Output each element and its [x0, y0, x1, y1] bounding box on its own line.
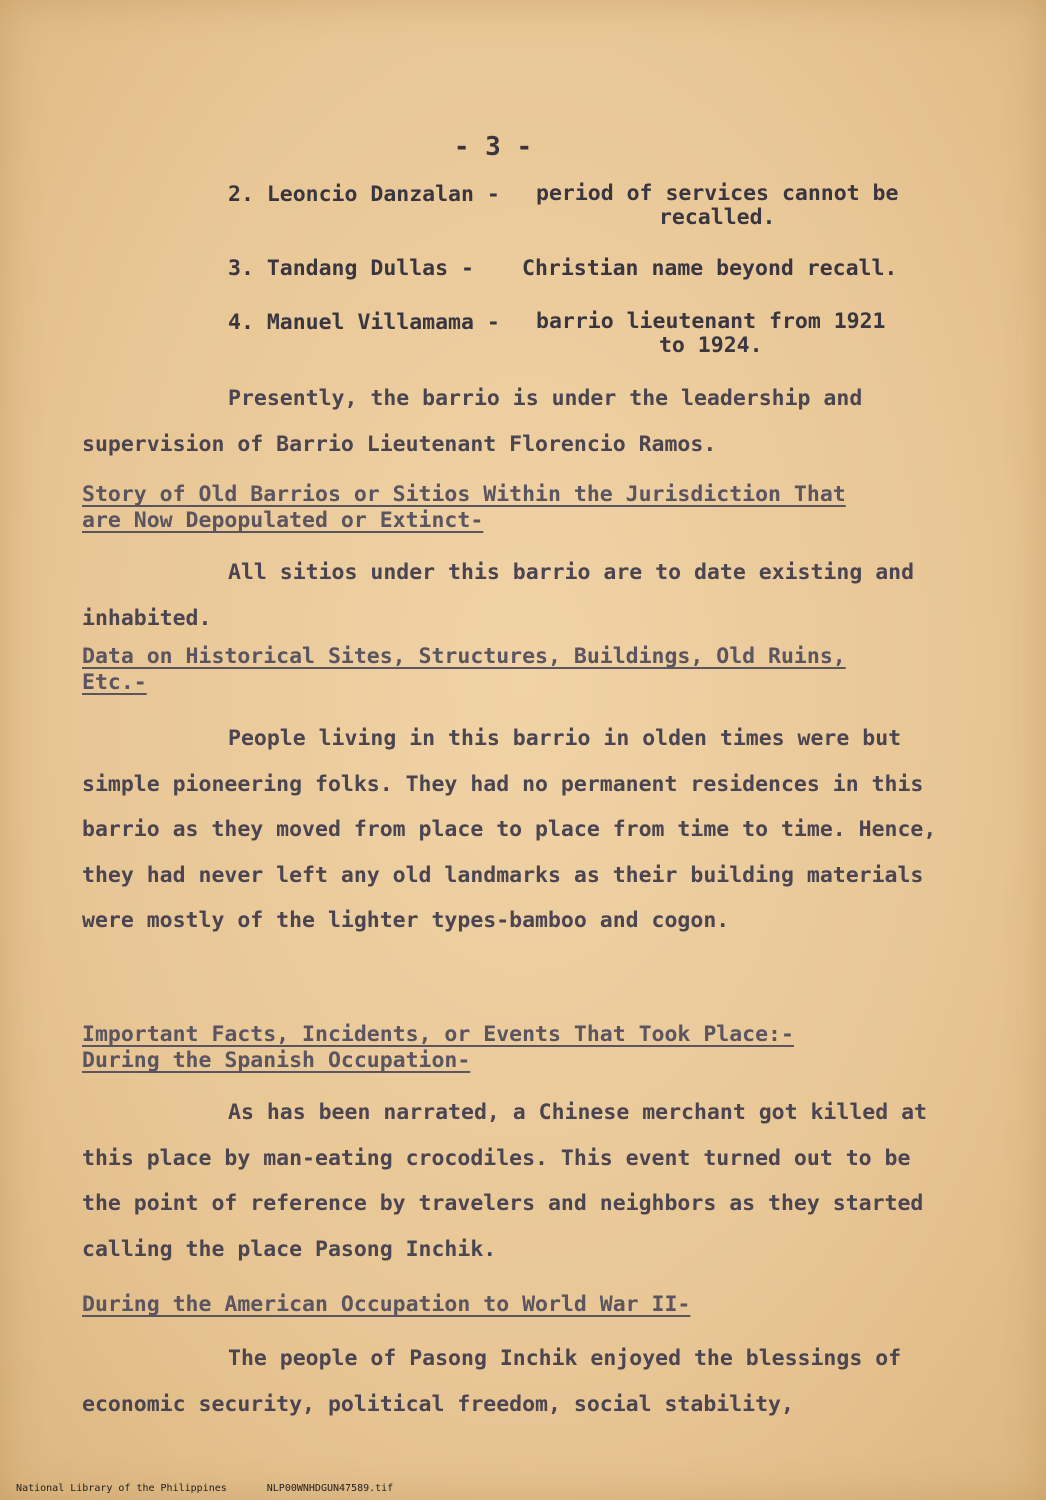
paragraph-historical	[82, 716, 962, 944]
paragraph-text: People living in this barrio in olden times were but simple pioneering folks. They had no permanent residences in this barrio as they moved from place to place from time to time. Hence, they had never left any old landmarks as their building materials were mostly of the lighter types-bamboo and cogon.	[82, 726, 937, 933]
paragraph-text: All sitios under this barrio are to date existing and inhabited.	[82, 560, 915, 631]
footer-library: National Library of the Philippines	[16, 1483, 227, 1494]
list-item-name: 3. Tandang Dullas -	[228, 256, 474, 281]
section-heading-old-barrios: Story of Old Barrios or Sitios Within the Jurisdiction That	[82, 482, 846, 507]
section-heading-american-occupation: During the American Occupation to World War II-	[82, 1292, 691, 1317]
paragraph-sitios	[82, 550, 962, 641]
paragraph-spanish	[82, 1090, 962, 1272]
list-item-detail: Christian name beyond recall.	[522, 256, 898, 281]
section-heading-historical-sites: Data on Historical Sites, Structures, Buildings, Old Ruins,	[82, 644, 846, 669]
page-number: - 3 -	[453, 132, 533, 162]
list-item-detail: period of services cannot be recalled.	[536, 181, 899, 230]
section-heading-important-facts: Important Facts, Incidents, or Events That Took Place:-	[82, 1022, 794, 1047]
paragraph-text: The people of Pasong Inchik enjoyed the blessings of economic security, political freedom, social stability,	[82, 1346, 902, 1417]
section-heading-old-barrios-cont: are Now Depopulated or Extinct-	[82, 508, 484, 533]
footer-file: NLP00WNHDGUN47589.tif	[266, 1483, 394, 1494]
list-item-name: 4. Manuel Villamama -	[228, 310, 500, 335]
section-heading-historical-sites-cont: Etc.-	[82, 670, 147, 695]
paragraph-american	[82, 1336, 962, 1427]
list-item-detail: barrio lieutenant from 1921 to 1924.	[536, 309, 886, 358]
paragraph-text: As has been narrated, a Chinese merchant got killed at this place by man-eating crocodiles. This event turned out to be the point of reference by travelers and neighbors as they started calling the place Pasong Inchik.	[82, 1100, 927, 1262]
paragraph-leadership	[82, 376, 962, 467]
section-heading-spanish-occupation: During the Spanish Occupation-	[82, 1048, 471, 1073]
list-item-name: 2. Leoncio Danzalan -	[228, 182, 500, 207]
footer	[4, 1472, 433, 1494]
paragraph-text: Presently, the barrio is under the leadership and supervision of Barrio Lieutenant Florencio Ramos.	[82, 386, 863, 457]
